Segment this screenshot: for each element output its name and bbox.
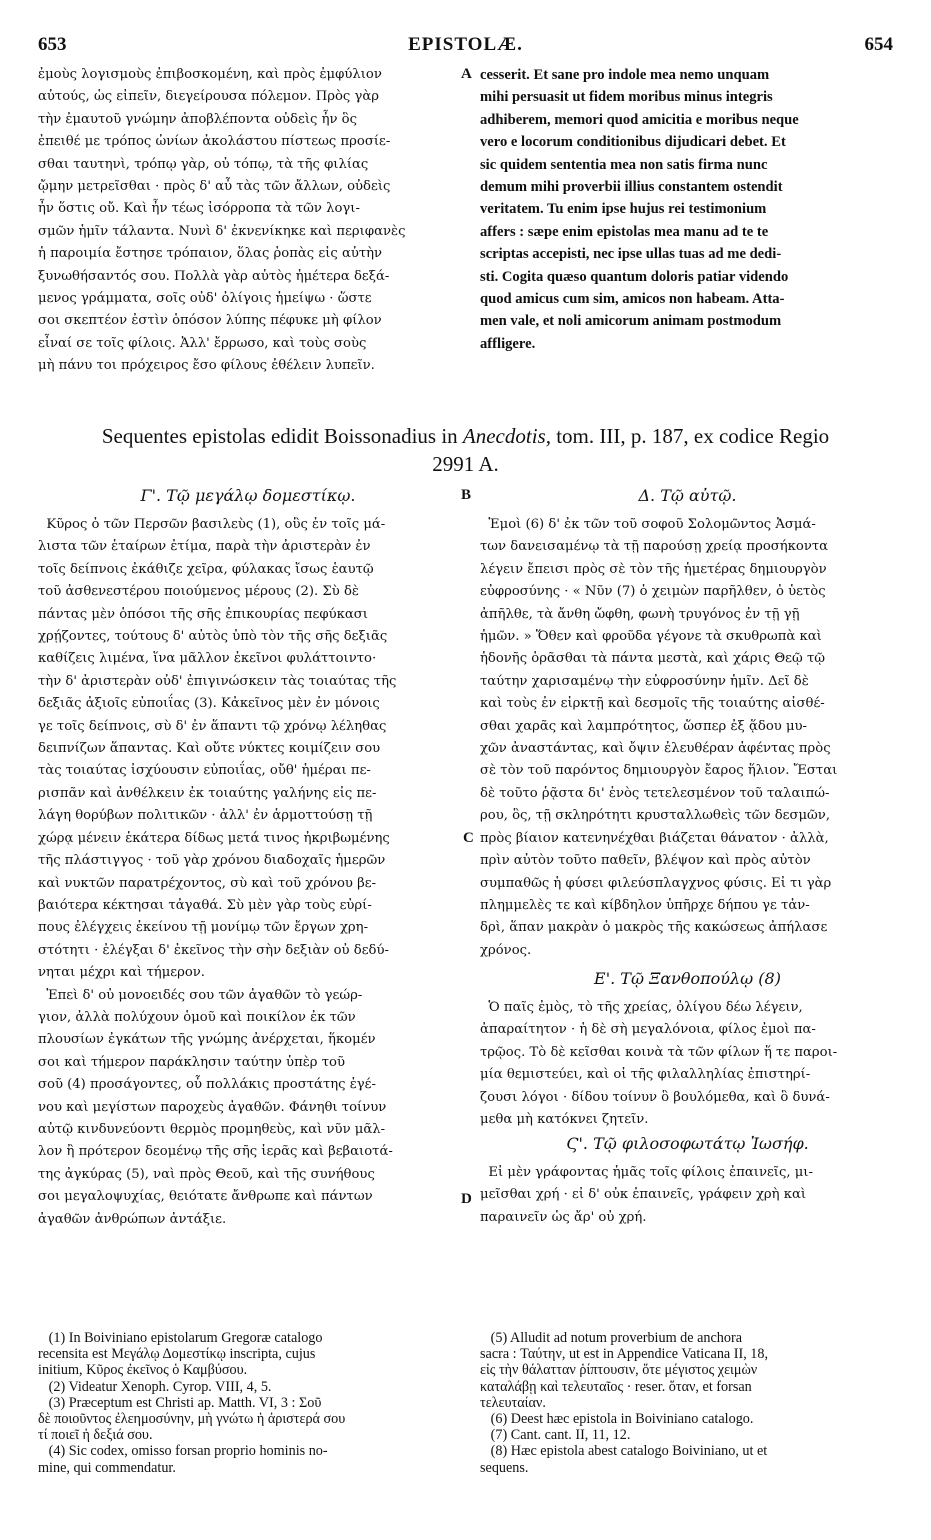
epsilon-letter-body <box>480 997 895 1131</box>
greek-text-line: νηται μέχρι καὶ τήμερον. <box>38 965 206 981</box>
greek-text-line: της ἀγκύρας (5), ναὶ πρὸς Θεοῦ, καὶ τῆς συνήθους <box>38 1166 375 1182</box>
delta-letter-body <box>480 514 895 962</box>
footnote-line: εἰς τὴν θάλατταν ῥίπτουσιν, ὅτε μέγιστος χειμὼν <box>480 1362 758 1379</box>
greek-text-line: πους ἐλέγχεις ἐκείνου τῇ μονίμῳ τῶν ἔργων χρη- <box>38 920 369 936</box>
greek-text-line: ἡδονῆς ὁρᾶσθαι τὰ πάντα μεστὰ, καὶ χάρις Θεῷ τῷ <box>480 651 825 667</box>
greek-text-line: καθίζεις λιμένα, ἵνα μᾶλλον ἐκεῖνοι φυλάττοιντο· <box>38 651 377 667</box>
greek-text-line: ἦν ὅστις οὔ. Καὶ ἦν τέως ἰσόρροπα τὰ τῶν λογι- <box>38 201 360 217</box>
footnote-line: (5) Alludit ad notum proverbium de anchora <box>480 1330 743 1346</box>
greek-text-line: χώρᾳ μένειν ἑκάτερα δίδως μετά τινος ἠκριβωμένης <box>38 830 390 846</box>
greek-text-line: λιστα τῶν ἑταίρων ἐτίμα, παρὰ τὴν ἀριστερὰν ἐν <box>38 539 371 555</box>
latin-text-line: adhiberem, memori quod amicitia e moribus neque <box>480 111 799 128</box>
edition-note-text: Sequentes epistolas edidit Boissonadius in <box>101 424 463 448</box>
greek-text-line: πρὶν αὐτὸν τοῦτο παθεῖν, βλέψον καὶ πρὸς αὐτὸν <box>480 853 811 869</box>
greek-text-line: σοι μεγαλοψυχίας, θειότατε ἄνθρωπε καὶ πάντων <box>38 1189 373 1205</box>
greek-text-line: τῆς πλάστιγγος · τοῦ γὰρ χρόνου διαδοχαῖς ἡμερῶν <box>38 853 386 869</box>
greek-text-line: ρισπᾶν καὶ ἀνθέλκειν ἐκ τοιαύτης γαλήνης εἰς πε- <box>38 785 377 801</box>
latin-text-line: sic quidem sententia mea non satis firma nunc <box>480 156 768 173</box>
footnote-line: initium, Κῦρος ἐκεῖνος ὁ Καμβύσου. <box>38 1362 248 1379</box>
greek-text-line: σθαι ταυτηνὶ, τρόπῳ γὰρ, οὐ τόπῳ, τὰ τῆς φιλίας <box>38 156 369 172</box>
greek-text-line: λάγη θορύβων πολιτικῶν · ἀλλ' ἐν ἁρμοττούσῃ τῇ <box>38 808 373 824</box>
greek-text-line: των δανεισαμένῳ τὰ τῇ παρούσῃ χρείᾳ προσήκοντα <box>480 539 829 555</box>
footnote-line: (8) Hæc epistola abest catalogo Boiviniano, ut et <box>480 1443 768 1460</box>
greek-text-line: στότητι · ἐλέγξαι δ' ἐκεῖνος τὴν σὴν δεξιὰν οὐ δεδύ- <box>38 942 389 958</box>
greek-text-line: λέγειν ἔπεισι πρὸς σὲ τὸν τῆς ἡμετέρας δημιουργὸν <box>480 561 827 577</box>
letter-title-delta: Δ. Τῷ αὐτῷ. <box>638 486 737 505</box>
greek-text-line: σοι καὶ τήμερον παράκλησιν ταύτην ὑπὲρ τοῦ <box>38 1054 346 1070</box>
greek-text-line: πλημμελὲς τε καὶ κίβδηλον ὑπῆρχε δήπου γε τἀν- <box>480 897 810 913</box>
margin-letter-a: A <box>461 66 472 82</box>
greek-text-line: μεθα μὴ κατόκνει ζητεῖν. <box>480 1112 649 1128</box>
greek-text-line: τὰς τοιαύτας ἰσχύουσιν εὐποιΐας, οὔθ' ἡμέραι πε- <box>38 763 371 779</box>
right-page-number: 654 <box>864 34 893 55</box>
latin-text-line: veritatem. Tu enim ipse hujus rei testimonium <box>480 201 767 218</box>
greek-text-line: γε τοῖς δείπνοις, σὺ δ' ἐν ἅπαντι τῷ χρόνῳ λέληθας <box>38 718 387 734</box>
greek-text-line: σθαι χαρᾶς καὶ λαμπρότητος, ὥσπερ ἐξ ᾅδου μυ- <box>480 718 808 734</box>
greek-text-line: εἶναί σε τοῖς φίλοις. Ἀλλ' ἔρρωσο, καὶ τοὺς σοὺς <box>38 335 367 351</box>
footnote-line: sequens. <box>480 1459 529 1476</box>
greek-text-line: χῶν ἀναστάντας, καὶ ὄψιν ἐλευθέραν ἀφέντας πρὸς <box>480 741 831 757</box>
greek-text-line: ξυνωθήσαντός σου. Πολλὰ γὰρ αὐτὸς ἡμέτερα δεξά- <box>38 268 390 284</box>
greek-text-line: καὶ νυκτῶν παρατρέχοντος, σὺ καὶ τοῦ χρόνου βε- <box>38 875 377 891</box>
edition-note-italic: Anecdotis, <box>462 424 551 448</box>
latin-text-line: vero e locorum conditionibus dijudicari debet. Et <box>480 134 786 151</box>
latin-text-line: cesserit. Et sane pro indole mea nemo unquam <box>480 67 770 83</box>
latin-text-line: scriptas accepisti, nec ipse ullas tuas ad me dedi- <box>480 246 782 263</box>
letter-title-gamma: Γ'. Τῷ μεγάλῳ δομεστίκῳ. <box>140 486 356 505</box>
greek-text-line: μενος γράμματα, σοῖς οὐδ' ὀλίγοις ἡμείψω · ὥστε <box>38 291 372 307</box>
left-letter-column <box>38 514 458 1231</box>
footnote-line: τελευταίαν. <box>480 1394 546 1411</box>
greek-text-line: μὴ πάνυ τοι πρόχειρος ἔσο φίλους ἐθέλειν λυπεῖν. <box>38 358 375 374</box>
greek-text-line: ᾤμην μετρεῖσθαι · πρὸς δ' αὖ τὰς τῶν ἄλλων, οὐδεὶς <box>38 179 391 195</box>
greek-text-line: σοῦ (4) προσάγοντες, οὗ πολλάκις προστάτης ἐγέ- <box>38 1077 376 1093</box>
greek-text-line: αὐτούς, ὡς εἰπεῖν, διεγείρουσα πόλεμον. Πρὸς γὰρ <box>38 89 380 105</box>
greek-text-line: μεῖσθαι χρή · εἰ δ' οὐκ ἐπαινεῖς, γράφειν χρὴ καὶ <box>480 1187 807 1203</box>
footnote-line: (7) Cant. cant. II, 11, 12. <box>480 1427 631 1444</box>
running-header <box>38 34 893 60</box>
latin-text-line: sti. Cogita quæso quantum doloris patiar videndo <box>480 268 789 285</box>
greek-text-line: χρῄζοντες, τούτους δ' αὐτὸς ὑπὸ τὸν τῆς σῆς δεξιᾶς <box>38 629 388 645</box>
greek-text-line: πάντας μὲν ὁπόσοι τῆς σῆς ἐπικουρίας πεφύκασι <box>38 606 368 622</box>
letter-title-epsilon: Ε'. Τῷ Ξανθοπούλῳ (8) <box>594 969 781 988</box>
latin-text-line: mihi persuasit ut fidem moribus minus integris <box>480 89 773 106</box>
latin-text-line: men vale, et noli amicorum animam postmodum <box>480 313 782 330</box>
greek-text-line: μία θεμιστεύει, καὶ οἱ τῆς φιλαλληλίας ἐπιστηρί- <box>480 1067 811 1083</box>
stigma-letter-body <box>480 1162 895 1229</box>
greek-text-line: Ὁ παῖς ἐμὸς, τὸ τῆς χρείας, ὀλίγου δέω λέγειν, <box>480 1000 803 1015</box>
top-latin-column <box>480 64 895 355</box>
greek-text-line: καὶ τοὺς ἐν εἱρκτῇ καὶ δεσμοῖς τῆς τοιαύτης αἰσθέ- <box>480 696 825 712</box>
greek-text-line: τὴν δ' ἀριστερὰν οὐδ' ἐπιγινώσκειν τὰς τοιαύτας τῆς <box>38 673 397 689</box>
greek-text-line: τοῦ ἀσθενεστέρου ποιούμενος μέρους (2). Σὺ δὲ <box>38 584 359 600</box>
footnote-line: (3) Præceptum est Christi ap. Matth. VI, 3 : Σοῦ <box>38 1394 322 1411</box>
latin-text-line: affers : sæpe enim epistolas mea manu ad te te <box>480 223 769 240</box>
greek-text-line: συμπαθῶς ἡ φύσει φιλεύσπλαγχνος φύσις. Εἰ τι γὰρ <box>480 875 832 891</box>
greek-text-line: Κῦρος ὁ τῶν Περσῶν βασιλεὺς (1), οὓς ἐν τοῖς μά- <box>38 517 386 532</box>
edition-note-rest: tom. III, p. 187, ex codice Regio <box>550 424 830 448</box>
greek-text-line: ἀπῆλθε, τὰ ἄνθη ὤφθη, φωνὴ τρυγόνος ἐν τῇ γῇ <box>480 606 800 622</box>
footnote-line: sacra : Ταύτην, ut est in Appendice Vaticana II, 18, <box>480 1346 769 1363</box>
greek-text-line: τρῷος. Τὸ δὲ κεῖσθαι κοινὰ τὰ τῶν φίλων ἥ τε παροι- <box>480 1044 838 1060</box>
greek-text-line: ἡ παροιμία ἔστησε τρόπαιον, ὅλας ῥοπὰς εἰς αὐτὴν <box>38 246 383 262</box>
greek-text-line: δειπνίζων ἅπαντας. Καὶ οὔτε νύκτες κοιμίζειν σου <box>38 741 381 757</box>
greek-text-line: Εἰ μὲν γράφοντας ἡμᾶς τοῖς φίλοις ἐπαινεῖς, μι- <box>480 1165 813 1180</box>
margin-letter-d: D <box>461 1191 472 1207</box>
footnotes-right <box>480 1330 900 1476</box>
footnote-line: (6) Deest hæc epistola in Boiviniano catalogo. <box>480 1411 754 1428</box>
greek-text-line: λον ἢ πρότερον δεομένῳ τῆς σῆς ἱερᾶς καὶ βεβαιοτά- <box>38 1144 393 1160</box>
greek-text-line: πρὸς βίαιον κατενηνέχθαι βιάζεται θάνατον · ἀλλὰ, <box>480 830 829 846</box>
greek-text-line: τὴν ἐμαυτοῦ γνώμην ἀποβλέποντα οὐδεὶς ἦν ὃς <box>38 111 358 127</box>
codex-number-text: 2991 A. <box>432 452 499 476</box>
footnote-line: mine, qui commendatur. <box>38 1459 176 1476</box>
greek-text-line: ἀγαθῶν ἀνθρώπων ἀντάξιε. <box>38 1211 227 1227</box>
greek-text-line: χρόνος. <box>480 942 532 958</box>
latin-text-line: quod amicus cum sim, amicos non habeam. Atta- <box>480 291 785 308</box>
left-page-number: 653 <box>38 34 67 55</box>
greek-text-line: βαιότερα κέκτησαι τἀγαθά. Σὺ μὲν γὰρ τοὺς εὐρί- <box>38 897 372 913</box>
greek-text-line: ἡμῶν. » Ὅθεν καὶ φροῦδα γέγονε τὰ σκυθρωπὰ καὶ <box>480 629 822 645</box>
footnote-line: (2) Videatur Xenoph. Cyrop. VIII, 4, 5. <box>38 1378 272 1395</box>
greek-text-line: αὐτῷ κινδυνεύοντι θερμὸς προμηθεὺς, καὶ νῦν μᾶλ- <box>38 1121 386 1137</box>
greek-text-line: εὐφροσύνης · « Νῦν (7) ὁ χειμὼν παρῆλθεν, ὁ ὑετὸς <box>480 584 826 600</box>
footnote-line: (1) In Boiviniano epistolarum Gregoræ catalogo <box>38 1330 323 1346</box>
greek-text-line: Ἐμοὶ (6) δ' ἐκ τῶν τοῦ σοφοῦ Σολομῶντος Ἀσμά- <box>480 517 816 532</box>
greek-text-line: νου καὶ μεγίστων παροχεὺς ἀγαθῶν. Φάνηθι τοίνυν <box>38 1099 387 1115</box>
edition-note <box>0 422 931 450</box>
greek-text-line: παραινεῖν ὡς ἄρ' οὐ χρή. <box>480 1209 647 1225</box>
greek-text-line: ἀπαραίτητον · ἡ δὲ σὴ μεγαλόνοια, φίλος ἐμοὶ πα- <box>480 1022 816 1038</box>
greek-text-line: δρὶ, ἅπαν μακρὰν ὁ μακρὸς τῆς κακώσεως ἀπήλασε <box>480 920 828 936</box>
latin-text-line: demum mihi proverbii illius constantem ostendit <box>480 179 783 196</box>
greek-text-line: ζουσι λόγοι · δίδου τοίνυν ὃ βουλόμεθα, καὶ ὃ δυνά- <box>480 1089 830 1105</box>
margin-letter-c: C <box>463 830 474 846</box>
greek-text-line: σὲ τὸν τοῦ παρόντος δημιουργὸν ἔαρος ἥλιον. Ἔσται <box>480 763 838 779</box>
letter-title-stigma: Ϛ'. Τῷ φιλοσοφωτάτῳ Ἰωσήφ. <box>566 1134 809 1153</box>
greek-text-line: πλουσίων ἐγκάτων τῆς γνώμης ἀνέρχεται, ἥκομέν <box>38 1032 376 1048</box>
footnote-line: δὲ ποιοῦντος ἐλεημοσύνην, μὴ γνώτω ἡ ἀριστερά σου <box>38 1411 346 1428</box>
greek-text-line: ταύτην χαρισαμένῳ τὴν εὐφροσύνην ἡμῖν. Δεῖ δὲ <box>480 673 809 689</box>
codex-number <box>0 450 931 478</box>
footnote-line: recensita est Μεγάλῳ Δομεστίκῳ inscripta, cujus <box>38 1346 316 1363</box>
margin-letter-b: B <box>461 487 472 503</box>
footnote-line: (4) Sic codex, omisso forsan proprio hominis no- <box>38 1443 328 1460</box>
footnotes-left <box>38 1330 468 1476</box>
greek-text-line: γιον, ἀλλὰ πολύχουν ὁμοῦ καὶ ποικίλον ἐκ τῶν <box>38 1009 356 1025</box>
greek-text-line: δὲ τοῦτο ῥᾷστα δι' ἑνὸς τετελεσμένον τοῦ ταλαιπώ- <box>480 785 830 801</box>
greek-text-line: ρου, ὃς, τῇ σκληρότητι κρυσταλλωθεὶς τῶν δεσμῶν, <box>480 808 831 824</box>
greek-text-line: σμῶν ἡμῖν τάλαντα. Νυνὶ δ' ἐκνενίκηκε καὶ περιφανὲς <box>38 223 406 239</box>
greek-text-line: ἐμοὺς λογισμοὺς ἐπιβοσκομένη, καὶ πρὸς ἐμφύλιον <box>38 67 382 82</box>
running-title: EPISTOLÆ. <box>408 34 523 55</box>
greek-text-line: τοῖς δείπνοις ἐκάθιζε χεῖρα, φύλακας ἴσως ἑαυτῷ <box>38 561 374 577</box>
footnote-line: τί ποιεῖ ἡ δεξιά σου. <box>38 1427 153 1444</box>
greek-text-line: σοι σκεπτέον ἐστὶν ὁπόσον λύπης πέφυκε μὴ φίλον <box>38 313 382 329</box>
greek-text-line: δεξιᾶς ἀξιοῖς εὐποιΐας (3). Κἀκεῖνος μὲν ἐν μόνοις <box>38 696 380 712</box>
footnote-line: καταλάβῃ καὶ τελευταῖος · reser. ὅταν, et forsan <box>480 1378 752 1395</box>
greek-text-line: Ἐπεὶ δ' οὐ μονοειδές σου τῶν ἀγαθῶν τὸ γεώρ- <box>38 987 363 1003</box>
latin-text-line: affligere. <box>480 335 536 352</box>
top-greek-column <box>38 64 458 378</box>
greek-text-line: ἐπειθέ με τρόπος ὠνίων ἀκολάστου πίστεως προσίε- <box>38 134 391 150</box>
